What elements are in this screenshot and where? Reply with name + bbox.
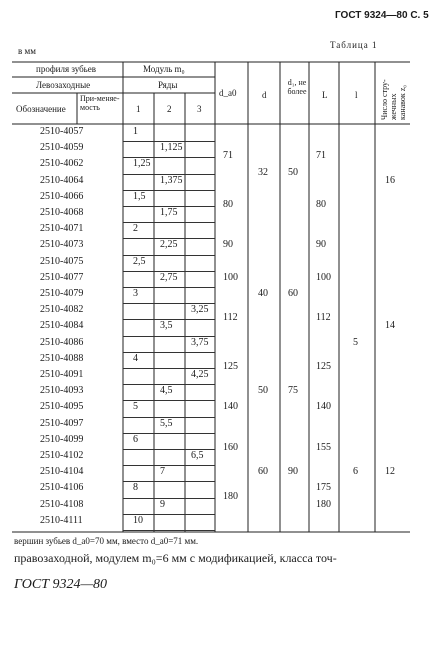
row-designation: 2510-4064: [40, 174, 84, 186]
row-designation: 2510-4111: [40, 514, 83, 526]
cell-da0: 100: [223, 271, 238, 283]
row-designation: 2510-4066: [40, 190, 84, 202]
row-designation: 2510-4062: [40, 158, 84, 170]
row-module-r1: 1,25: [133, 158, 151, 170]
row-designation: 2510-4093: [40, 385, 84, 397]
header-row-1: 1: [136, 104, 141, 114]
header-left-hand: Левозаходные: [36, 80, 91, 90]
page-footer: ГОСТ 9324—80: [14, 577, 107, 592]
cell-L: 80: [316, 198, 326, 210]
row-designation: 2510-4075: [40, 255, 84, 267]
cell-L: 112: [316, 312, 331, 324]
row-rule: [123, 498, 215, 499]
row-module-r1: 1: [133, 126, 138, 137]
row-module-r1: 4: [133, 352, 138, 364]
row-module-r1: 3: [133, 288, 138, 299]
cell-d1: 60: [288, 288, 298, 299]
cell-L: 155: [316, 441, 331, 453]
cell-L: 125: [316, 360, 331, 372]
cell-da0: 90: [223, 239, 233, 251]
header-d: d: [262, 90, 267, 100]
row-module-r3: 6,5: [191, 450, 204, 461]
row-designation: 2510-4073: [40, 239, 84, 251]
cell-da0: 112: [223, 312, 238, 324]
row-module-r1: 2,5: [133, 255, 146, 267]
row-module-r2: 3,5: [160, 320, 173, 332]
cell-d: 50: [258, 385, 268, 397]
header-l: l: [355, 90, 358, 100]
row-module-r1: 5: [133, 401, 138, 413]
row-module-r2: 5,5: [160, 417, 173, 429]
row-module-r2: 2,25: [160, 239, 178, 251]
cell-l: 6: [353, 466, 358, 478]
cell-z0: 16: [385, 174, 395, 186]
row-designation: 2510-4071: [40, 223, 84, 235]
row-designation: 2510-4079: [40, 288, 84, 299]
row-designation: 2510-4068: [40, 207, 84, 218]
header-d1: d₁, не более: [287, 78, 307, 96]
header-profile: профиля зубьев: [36, 64, 97, 74]
row-designation: 2510-4091: [40, 369, 84, 380]
row-designation: 2510-4084: [40, 320, 84, 332]
row-designation: 2510-4106: [40, 482, 84, 494]
cell-L: 175: [316, 482, 331, 494]
header-L: L: [322, 90, 328, 100]
table-caption: Таблица 1: [330, 40, 378, 50]
cell-d1: 90: [288, 466, 298, 478]
footnote: вершин зубьев d_a0=70 мм, вместо d_a0=71 мм.: [14, 536, 199, 546]
units-label: в мм: [18, 46, 36, 56]
header-row-2: 2: [167, 104, 172, 114]
row-rule: [123, 530, 215, 531]
row-designation: 2510-4057: [40, 126, 84, 137]
row-module-r1: 8: [133, 482, 138, 494]
row-designation: 2510-4108: [40, 498, 84, 510]
cell-d: 40: [258, 288, 268, 299]
row-designation: 2510-4086: [40, 336, 84, 348]
cell-z0: 14: [385, 320, 395, 332]
cell-l: 5: [353, 336, 358, 348]
cell-d: 60: [258, 466, 268, 478]
row-module-r2: 2,75: [160, 271, 178, 283]
cell-da0: 160: [223, 441, 238, 453]
cell-da0: 140: [223, 401, 238, 413]
header-applicability: При-меняе-мость: [80, 94, 120, 112]
row-module-r3: 4,25: [191, 369, 209, 380]
header-module: Модуль m₀: [143, 64, 185, 74]
row-module-r1: 6: [133, 433, 138, 445]
header-designation: Обозначение: [16, 104, 66, 114]
row-designation: 2510-4099: [40, 433, 84, 445]
row-module-r1: 1,5: [133, 190, 146, 202]
cell-d1: 50: [288, 166, 298, 178]
row-designation: 2510-4095: [40, 401, 84, 413]
row-module-r2: 1,125: [160, 142, 183, 154]
cell-d1: 75: [288, 385, 298, 397]
header-row-3: 3: [197, 104, 202, 114]
cell-L: 180: [316, 498, 331, 510]
body-text: правозаходной, модулем m₀=6 мм с модификацией, класса точ-: [14, 551, 337, 565]
row-module-r1: 2: [133, 223, 138, 235]
row-module-r2: 1,375: [160, 174, 183, 186]
cell-da0: 125: [223, 360, 238, 372]
cell-L: 100: [316, 271, 331, 283]
cell-L: 90: [316, 239, 326, 251]
cell-da0: 180: [223, 490, 238, 502]
row-module-r2: 4,5: [160, 385, 173, 397]
row-designation: 2510-4104: [40, 466, 84, 478]
row-module-r2: 1,75: [160, 207, 178, 218]
row-designation: 2510-4059: [40, 142, 84, 154]
header-da0: d_a0: [219, 88, 237, 98]
row-module-r1: 10: [133, 514, 143, 526]
row-designation: 2510-4077: [40, 271, 84, 283]
row-designation: 2510-4102: [40, 450, 84, 461]
header-z0: Число стру-жечных канавок z₀: [380, 79, 407, 120]
row-module-r2: 7: [160, 466, 165, 478]
row-rule: [123, 465, 215, 466]
cell-da0: 71: [223, 150, 233, 162]
cell-L: 140: [316, 401, 331, 413]
cell-L: 71: [316, 150, 326, 162]
cell-d: 32: [258, 166, 268, 178]
page-header: ГОСТ 9324—80 С. 5: [335, 10, 429, 21]
row-module-r3: 3,75: [191, 336, 209, 348]
header-rows: Ряды: [158, 80, 178, 90]
row-designation: 2510-4097: [40, 417, 84, 429]
row-module-r3: 3,25: [191, 304, 209, 316]
cell-z0: 12: [385, 466, 395, 478]
row-designation: 2510-4082: [40, 304, 84, 316]
cell-da0: 80: [223, 198, 233, 210]
row-module-r2: 9: [160, 498, 165, 510]
row-designation: 2510-4088: [40, 352, 84, 364]
